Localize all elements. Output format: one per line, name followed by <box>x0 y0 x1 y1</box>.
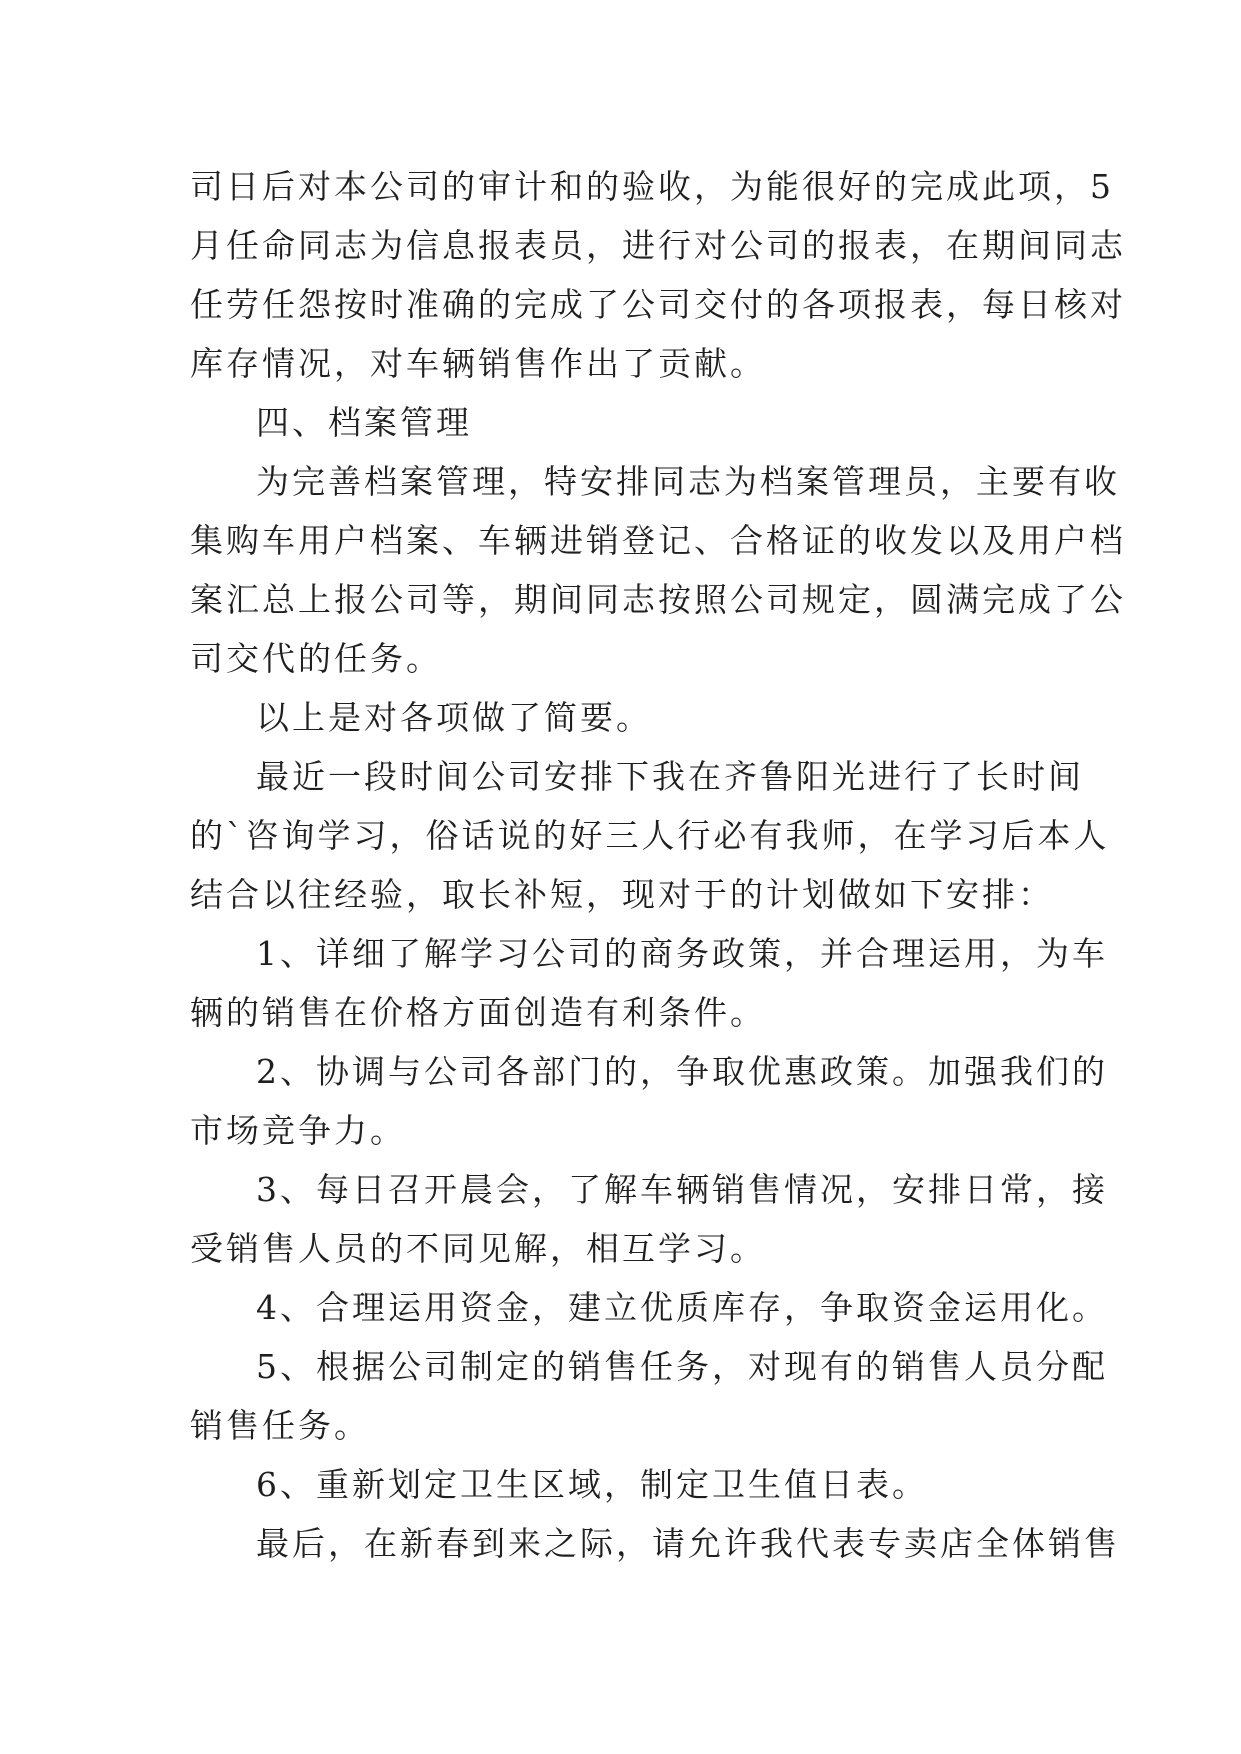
text-line: 库存情况，对车辆销售作出了贡献。 <box>190 344 766 383</box>
list-item: 2、协调与公司各部门的，争取优惠政策。加强我们的 <box>256 1052 1108 1091</box>
text-line: 市场竞争力。 <box>190 1111 406 1150</box>
text-line: 月任命同志为信息报表员，进行对公司的报表，在期间同志 <box>190 226 1126 265</box>
section-heading: 四、档案管理 <box>256 403 472 442</box>
list-item: 3、每日召开晨会，了解车辆销售情况，安排日常，接 <box>256 1170 1108 1209</box>
text-line: 受销售人员的不同见解，相互学习。 <box>190 1229 766 1268</box>
list-item: 4、合理运用资金，建立优质库存，争取资金运用化。 <box>256 1288 1108 1327</box>
text-line: 结合以往经验，取长补短，现对于的计划做如下安排： <box>190 875 1054 914</box>
text-line: 任劳任怨按时准确的完成了公司交付的各项报表，每日核对 <box>190 285 1126 324</box>
list-item: 6、重新划定卫生区域，制定卫生值日表。 <box>256 1465 928 1504</box>
text-line: 销售任务。 <box>190 1406 370 1445</box>
document-body <box>190 157 1126 1573</box>
text-line: 司日后对本公司的审计和的验收，为能很好的完成此项，5 <box>190 167 1114 206</box>
list-item: 5、根据公司制定的销售任务，对现有的销售人员分配 <box>256 1347 1108 1386</box>
text-line: 案汇总上报公司等，期间同志按照公司规定，圆满完成了公 <box>190 580 1126 619</box>
text-line: 以上是对各项做了简要。 <box>256 698 652 737</box>
text-line: 集购车用户档案、车辆进销登记、合格证的收发以及用户档 <box>190 521 1126 560</box>
text-line: 最近一段时间公司安排下我在齐鲁阳光进行了长时间 <box>256 757 1084 796</box>
text-line: 司交代的任务。 <box>190 639 442 678</box>
text-line: 为完善档案管理，特安排同志为档案管理员，主要有收 <box>256 462 1120 501</box>
text-line: 最后，在新春到来之际，请允许我代表专卖店全体销售 <box>256 1524 1120 1563</box>
text-line: 辆的销售在价格方面创造有利条件。 <box>190 993 766 1032</box>
text-line: 的`咨询学习，俗话说的好三人行必有我师，在学习后本人 <box>190 816 1110 855</box>
list-item: 1、详细了解学习公司的商务政策，并合理运用，为车 <box>256 934 1108 973</box>
